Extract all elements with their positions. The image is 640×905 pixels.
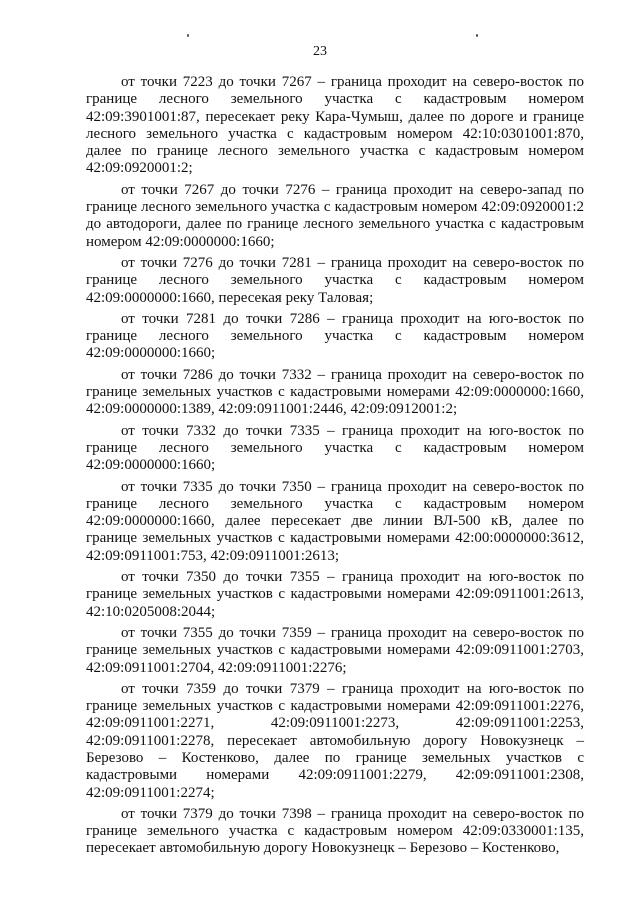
boundary-paragraph: от точки 7267 до точки 7276 – граница проходит на северо-запад по границе лесного земельного участка с кадастровым номером 42:09:0920001:2 до автодороги, далее по границе лесного земельного участка с кадастровым номером 42:09:0000000:1660; xyxy=(86,181,584,250)
boundary-paragraph: от точки 7335 до точки 7350 – граница проходит на северо-восток по границе лесного земельного участка с кадастровым номером 42:09:0000000:1660, далее пересекает две линии ВЛ-500 кВ, далее по границе земельных участков с кадастровыми номерами 42:00:0000000:3612, 42:09:0911001:753, 42:09:0911001:2613; xyxy=(86,478,584,564)
boundary-paragraph: от точки 7281 до точки 7286 – граница проходит на юго-восток по границе лесного земельного участка с кадастровым номером 42:09:0000000:1660; xyxy=(86,310,584,362)
boundary-paragraph: от точки 7276 до точки 7281 – граница проходит на северо-восток по границе лесного земельного участка с кадастровым номером 42:09:0000000:1660, пересекая реку Таловая; xyxy=(86,254,584,306)
boundary-paragraph: от точки 7286 до точки 7332 – граница проходит на северо-восток по границе земельных участков с кадастровыми номерами 42:09:0000000:1660, 42:09:0000000:1389, 42:09:0911001:2446, 42:09:0912001:2; xyxy=(86,366,584,418)
page-number: 23 xyxy=(313,44,327,59)
scan-speck xyxy=(476,34,478,37)
boundary-paragraph: от точки 7359 до точки 7379 – граница проходит на юго-восток по границе земельных участков с кадастровыми номерами 42:09:0911001:2276, 42:09:0911001:2271, 42:09:0911001:2273, 42:09:0911001:2253, 42:09:0911001:2278, пересекает автомобильную дорогу Новокузнецк – Березово – Костенково, далее по границе земельных участков с кадастровыми номерами 42:09:0911001:2279, 42:09:0911001:2308, 42:09:0911001:2274; xyxy=(86,680,584,801)
document-body xyxy=(86,74,584,862)
scan-speck xyxy=(187,34,189,37)
boundary-paragraph: от точки 7223 до точки 7267 – граница проходит на северо-восток по границе лесного земельного участка с кадастровым номером 42:09:3901001:87, пересекает реку Кара-Чумыш, далее по дороге и границе лесного земельного участка с кадастровым номером 42:10:0301001:870, далее по границе лесного земельного участка с кадастровым номером 42:09:0920001:2; xyxy=(86,74,584,177)
boundary-paragraph: от точки 7350 до точки 7355 – граница проходит на юго-восток по границе земельных участков с кадастровыми номерами 42:09:0911001:2613, 42:10:0205008:2044; xyxy=(86,569,584,620)
boundary-paragraph: от точки 7379 до точки 7398 – граница проходит на северо-восток по границе земельного участка с кадастровым номером 42:09:0330001:135, пересекает автомобильную дорогу Новокузнецк – Березово – Костенково, xyxy=(86,805,584,857)
boundary-paragraph: от точки 7355 до точки 7359 – граница проходит на северо-восток по границе земельных участков с кадастровыми номерами 42:09:0911001:2703, 42:09:0911001:2704, 42:09:0911001:2276; xyxy=(86,624,584,676)
boundary-paragraph: от точки 7332 до точки 7335 – граница проходит на юго-восток по границе лесного земельного участка с кадастровым номером 42:09:0000000:1660; xyxy=(86,422,584,474)
